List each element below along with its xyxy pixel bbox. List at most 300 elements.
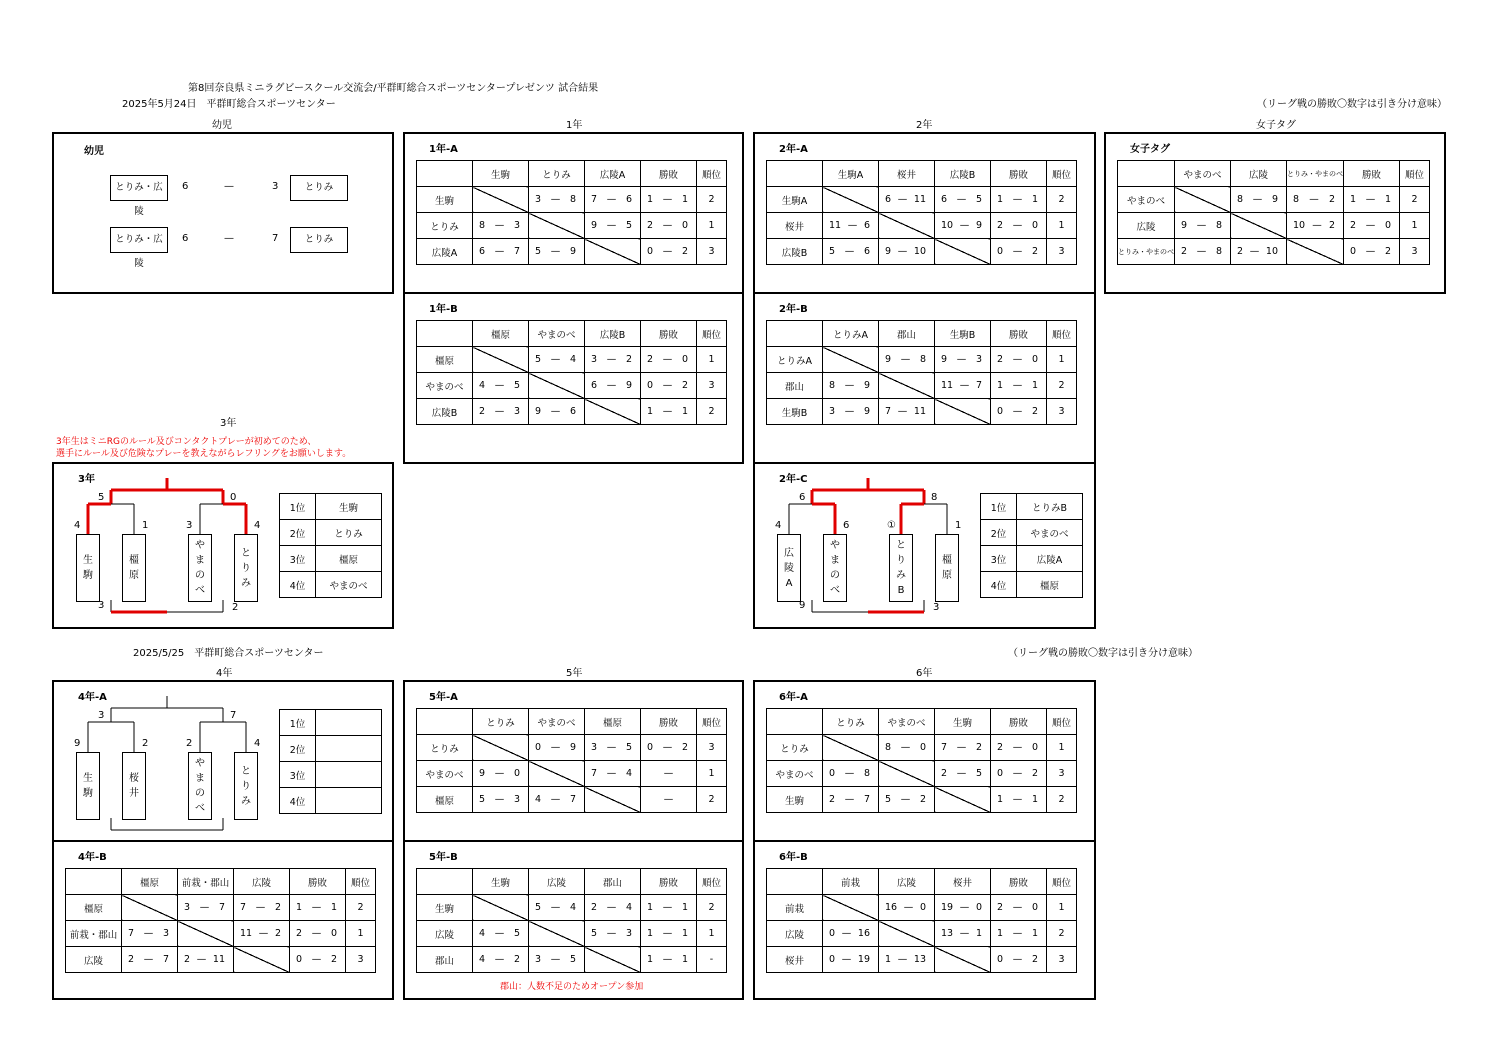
score-cell — [935, 373, 991, 399]
score-cell — [122, 921, 178, 947]
row-team: やまのべ — [417, 373, 473, 399]
score-b: 1 — [1031, 794, 1038, 805]
self-match-cell — [823, 895, 879, 921]
bracket-score-t2: 2 — [142, 738, 149, 749]
row-team: 生駒A — [767, 187, 823, 213]
score-cell — [473, 947, 529, 973]
rank-cell: 2 — [697, 187, 727, 213]
bracket-score-bl: 9 — [799, 600, 806, 611]
league-table — [65, 868, 376, 973]
rank-cell: - — [697, 947, 727, 973]
match1-left-team: とりみ・広陵 — [110, 175, 168, 201]
heading-g3: 3年 — [220, 418, 237, 429]
score-dash: — — [841, 928, 852, 939]
column-header: 桜井 — [879, 161, 935, 187]
score-b: 2 — [513, 954, 520, 965]
corner-cell — [417, 321, 473, 347]
team-char: B — [897, 585, 905, 596]
score-dash: — — [662, 902, 673, 913]
self-match-cell — [1287, 239, 1344, 265]
ranking-row — [280, 736, 382, 762]
league-note-2: （リーグ戦の勝敗〇数字は引き分け意味） — [1008, 648, 1198, 659]
g3-note-line2: 選手にルール及び危険なプレーを教えながらレフリングをお願いします。 — [56, 449, 352, 459]
score-dash: — — [1196, 246, 1207, 257]
table-header-row — [767, 161, 1077, 187]
table-row — [767, 787, 1077, 813]
score-cell — [585, 921, 641, 947]
score-a: 2 — [1350, 220, 1357, 231]
score-dash: — — [1012, 742, 1023, 753]
score-cell — [823, 761, 879, 787]
score-b: 11 — [913, 194, 926, 205]
score-dash: — — [844, 380, 855, 391]
score-dash: — — [662, 220, 673, 231]
score-a: 1 — [647, 928, 654, 939]
ranking-row — [280, 494, 382, 520]
ranking-table — [279, 709, 382, 814]
column-header: 広陵A — [585, 161, 641, 187]
score-b: 8 — [919, 354, 926, 365]
score-cell — [473, 787, 529, 813]
heading-g6: 6年 — [916, 668, 933, 679]
score-cell — [178, 895, 234, 921]
panel-g4a — [52, 680, 394, 842]
column-header: 勝敗 — [641, 869, 697, 895]
score-cell — [473, 213, 529, 239]
column-header: 勝敗 — [290, 869, 346, 895]
score-b: 3 — [162, 928, 169, 939]
score-b: 5 — [569, 954, 576, 965]
column-header: 生駒B — [935, 321, 991, 347]
rank-cell: 2 — [346, 895, 376, 921]
score-cell — [122, 947, 178, 973]
rank-cell: 2 — [697, 787, 727, 813]
column-header: とりみA — [823, 321, 879, 347]
ranking-row — [981, 546, 1083, 572]
column-header: 順位 — [697, 709, 727, 735]
score-a: 9 — [1181, 220, 1188, 231]
score-b: 0 — [1031, 742, 1038, 753]
team-char: べ — [830, 585, 840, 596]
self-match-cell — [178, 921, 234, 947]
score-b: 5 — [975, 768, 982, 779]
column-header: やまのべ — [879, 709, 935, 735]
score-a: 6 — [941, 194, 948, 205]
score-b: 3 — [975, 354, 982, 365]
score-dash: — — [1309, 194, 1319, 205]
column-header: 勝敗 — [991, 709, 1047, 735]
corner-cell — [417, 161, 473, 187]
score-b: 2 — [1384, 246, 1391, 257]
self-match-cell — [935, 947, 991, 973]
column-header: 広陵B — [935, 161, 991, 187]
row-team: 生駒 — [767, 787, 823, 813]
league-table — [766, 160, 1077, 265]
table-row — [767, 347, 1077, 373]
self-match-cell — [879, 213, 935, 239]
record-cell — [991, 735, 1047, 761]
record-cell — [1344, 187, 1400, 213]
table-row — [66, 895, 376, 921]
team-char: べ — [195, 803, 205, 814]
score-dash: — — [897, 954, 908, 965]
event-date-1: 2025年5月24日 平群町総合スポーツセンター — [122, 99, 336, 110]
table-row — [417, 921, 727, 947]
rank-cell: 1 — [697, 761, 727, 787]
score-a: 6 — [591, 380, 598, 391]
score-cell — [529, 347, 585, 373]
score-dash: — — [662, 406, 673, 417]
score-a: 2 — [941, 768, 948, 779]
score-dash: — — [959, 902, 970, 913]
league-table — [416, 320, 727, 425]
row-team: 生駒 — [417, 895, 473, 921]
rank-label: 4位 — [280, 788, 316, 814]
score-cell — [823, 399, 879, 425]
score-b: 1 — [1031, 194, 1038, 205]
score-b: 9 — [863, 406, 870, 417]
column-header: 順位 — [1400, 161, 1430, 187]
score-b: 3 — [513, 794, 520, 805]
score-a: 3 — [591, 354, 598, 365]
table-row — [1118, 213, 1430, 239]
rank-cell: 3 — [697, 735, 727, 761]
rank-cell: 2 — [1047, 187, 1077, 213]
score-cell — [529, 735, 585, 761]
row-team: 広陵B — [767, 239, 823, 265]
panel-g3 — [52, 462, 394, 629]
score-a: 2 — [479, 406, 486, 417]
column-header: 順位 — [1047, 869, 1077, 895]
score-a: 16 — [885, 902, 898, 913]
record-cell — [641, 187, 697, 213]
column-header: 順位 — [1047, 709, 1077, 735]
table-row — [417, 761, 727, 787]
table-row — [767, 921, 1077, 947]
score-b: 9 — [569, 742, 576, 753]
score-dash: — — [900, 354, 911, 365]
self-match-cell — [585, 947, 641, 973]
bracket-score-t4: 4 — [254, 738, 261, 749]
score-a: 11 — [240, 928, 253, 939]
score-b: 3 — [625, 928, 632, 939]
rank-team: 橿原 — [316, 546, 382, 572]
score-cell — [473, 921, 529, 947]
score-cell — [529, 187, 585, 213]
bracket-score-t4: 4 — [254, 520, 261, 531]
score-b: 5 — [975, 194, 982, 205]
score-b: 1 — [681, 406, 688, 417]
bracket-team — [188, 752, 212, 820]
record-cell — [641, 895, 697, 921]
match1-dash: — — [224, 181, 234, 192]
team-char: の — [195, 570, 205, 581]
rank-team: 生駒 — [316, 494, 382, 520]
score-a: 5 — [535, 354, 542, 365]
row-team: 橿原 — [66, 895, 122, 921]
record-cell: — — [641, 761, 697, 787]
score-b: 0 — [1031, 902, 1038, 913]
league-table — [1117, 160, 1430, 265]
panel-title: 3年 — [78, 474, 95, 485]
match2-right-team: とりみ — [290, 227, 348, 253]
column-header: 生駒 — [473, 869, 529, 895]
score-b: 2 — [330, 954, 337, 965]
table-header-row — [767, 709, 1077, 735]
score-cell — [823, 947, 879, 973]
score-a: 0 — [829, 928, 836, 939]
score-cell — [1175, 213, 1231, 239]
rank-cell: 1 — [697, 921, 727, 947]
score-cell — [935, 895, 991, 921]
score-b: 2 — [1031, 954, 1038, 965]
score-a: 2 — [647, 354, 654, 365]
team-char: と — [241, 547, 251, 559]
score-a: 2 — [184, 954, 191, 965]
team-char: み — [241, 795, 251, 807]
table-row — [767, 213, 1077, 239]
corner-cell — [417, 709, 473, 735]
column-header: とりみ・やまのべ — [1287, 161, 1344, 187]
team-char: 橿 — [942, 555, 952, 566]
score-b: 4 — [569, 354, 576, 365]
row-team: やまのべ — [1118, 187, 1175, 213]
rank-label: 4位 — [280, 572, 316, 598]
score-b: 2 — [681, 742, 688, 753]
column-header: 勝敗 — [641, 709, 697, 735]
row-team: 橿原 — [417, 787, 473, 813]
score-dash: — — [550, 954, 561, 965]
self-match-cell — [529, 921, 585, 947]
score-dash: — — [494, 928, 505, 939]
score-a: 5 — [479, 794, 486, 805]
score-b: 7 — [162, 954, 169, 965]
score-a: 9 — [941, 354, 948, 365]
score-b: 4 — [625, 902, 632, 913]
score-a: 7 — [885, 406, 892, 417]
score-b: 2 — [919, 794, 926, 805]
score-a: 1 — [296, 902, 303, 913]
rank-team — [316, 710, 382, 736]
score-b: 2 — [1031, 246, 1038, 257]
score-dash: — — [494, 406, 505, 417]
score-cell — [585, 187, 641, 213]
score-dash: — — [1012, 794, 1023, 805]
column-header: やまのべ — [529, 709, 585, 735]
column-header: 広陵B — [585, 321, 641, 347]
score-cell — [585, 373, 641, 399]
score-a: 0 — [535, 742, 542, 753]
corner-cell — [417, 869, 473, 895]
score-b: 8 — [1215, 246, 1222, 257]
score-dash: — — [494, 954, 505, 965]
ranking-table — [980, 493, 1083, 598]
score-a: 8 — [479, 220, 486, 231]
record-cell — [641, 213, 697, 239]
score-dash: — — [1012, 928, 1023, 939]
self-match-cell — [879, 373, 935, 399]
bracket-score-t1: 4 — [74, 520, 81, 531]
panel-title: 4年-B — [78, 852, 107, 863]
self-match-cell — [935, 787, 991, 813]
score-b: 0 — [1384, 220, 1391, 231]
rank-team — [316, 736, 382, 762]
table-row — [767, 373, 1077, 399]
score-a: 3 — [535, 194, 542, 205]
score-a: 1 — [997, 928, 1004, 939]
score-dash: — — [956, 194, 967, 205]
table-header-row — [66, 869, 376, 895]
rank-label: 3位 — [280, 762, 316, 788]
score-a: 10 — [1293, 220, 1306, 231]
record-cell — [641, 347, 697, 373]
score-dash: — — [1196, 220, 1207, 231]
column-header: 勝敗 — [991, 161, 1047, 187]
column-header: とりみ — [529, 161, 585, 187]
score-dash: — — [550, 194, 561, 205]
heading-g2: 2年 — [916, 120, 933, 131]
score-a: 2 — [997, 902, 1004, 913]
bracket-score-top_left: 6 — [799, 492, 806, 503]
score-a: 2 — [1181, 246, 1188, 257]
row-team: とりみ — [417, 735, 473, 761]
score-a: 4 — [535, 794, 542, 805]
rank-cell: 3 — [1400, 239, 1430, 265]
score-b: 2 — [1328, 194, 1335, 205]
bracket-score-t3: 2 — [186, 738, 193, 749]
record-cell — [290, 947, 346, 973]
row-team: 生駒B — [767, 399, 823, 425]
self-match-cell — [823, 735, 879, 761]
score-b: 8 — [569, 194, 576, 205]
score-dash: — — [1365, 220, 1376, 231]
column-header: とりみ — [823, 709, 879, 735]
score-dash: — — [550, 902, 561, 913]
g3-note-line1: 3年生はミニRGのルール及びコンタクトプレーが初めてのため、 — [56, 437, 317, 447]
score-a: 0 — [997, 768, 1004, 779]
column-header: 勝敗 — [641, 321, 697, 347]
table-row — [417, 373, 727, 399]
league-note-1: （リーグ戦の勝敗〇数字は引き分け意味） — [1257, 99, 1447, 110]
score-dash: — — [662, 354, 673, 365]
column-header: 勝敗 — [991, 321, 1047, 347]
rank-team: とりみ — [316, 520, 382, 546]
team-char: や — [195, 758, 205, 769]
score-a: 6 — [885, 194, 892, 205]
panel-title: 2年-A — [779, 144, 808, 155]
score-cell — [823, 213, 879, 239]
score-dash: — — [1365, 246, 1376, 257]
score-a: 5 — [885, 794, 892, 805]
rank-cell: 1 — [346, 921, 376, 947]
score-b: 0 — [975, 902, 982, 913]
rank-cell: 2 — [1047, 921, 1077, 947]
table-row — [66, 921, 376, 947]
rank-label: 1位 — [280, 494, 316, 520]
row-team: 郡山 — [767, 373, 823, 399]
score-a: 2 — [128, 954, 135, 965]
score-b: 5 — [625, 742, 632, 753]
score-a: 1 — [1350, 194, 1357, 205]
score-a: 3 — [829, 406, 836, 417]
score-dash: — — [662, 928, 673, 939]
score-dash: — — [1312, 220, 1322, 231]
score-a: 9 — [885, 354, 892, 365]
score-b: 1 — [681, 902, 688, 913]
table-row — [767, 239, 1077, 265]
score-a: 5 — [535, 246, 542, 257]
score-a: 2 — [591, 902, 598, 913]
score-b: 1 — [681, 954, 688, 965]
score-a: 8 — [829, 380, 836, 391]
table-row — [417, 787, 727, 813]
rank-cell: 1 — [1047, 895, 1077, 921]
score-b: 2 — [1328, 220, 1335, 231]
record-cell — [641, 373, 697, 399]
rank-cell: 3 — [1047, 947, 1077, 973]
column-header: 広陵 — [529, 869, 585, 895]
record-cell — [1344, 239, 1400, 265]
score-dash: — — [1012, 194, 1023, 205]
score-a: 1 — [997, 794, 1004, 805]
table-row — [417, 947, 727, 973]
row-team: 広陵B — [417, 399, 473, 425]
row-team: 広陵 — [1118, 213, 1175, 239]
score-dash: — — [959, 220, 970, 231]
score-cell — [823, 373, 879, 399]
score-cell — [585, 895, 641, 921]
score-cell — [178, 947, 234, 973]
league-table — [766, 320, 1077, 425]
score-b: 7 — [569, 794, 576, 805]
score-dash: — — [1012, 220, 1023, 231]
score-dash: — — [897, 406, 908, 417]
column-header: 郡山 — [585, 869, 641, 895]
table-row — [1118, 239, 1430, 265]
score-a: 7 — [591, 768, 598, 779]
score-b: 2 — [274, 928, 281, 939]
score-a: 0 — [647, 380, 654, 391]
score-dash: — — [1012, 902, 1023, 913]
score-a: 3 — [184, 902, 191, 913]
rank-team: とりみB — [1017, 494, 1083, 520]
score-cell — [879, 399, 935, 425]
score-dash: — — [550, 354, 561, 365]
score-dash: — — [897, 246, 908, 257]
record-cell — [290, 921, 346, 947]
score-cell — [473, 373, 529, 399]
rank-label: 2位 — [981, 520, 1017, 546]
score-dash: — — [606, 354, 617, 365]
score-dash: — — [900, 742, 911, 753]
table-row — [767, 947, 1077, 973]
score-cell — [935, 347, 991, 373]
panel-g2a — [753, 132, 1096, 294]
score-a: 7 — [240, 902, 247, 913]
score-cell — [529, 895, 585, 921]
rank-cell: 3 — [1047, 239, 1077, 265]
bracket-team — [823, 534, 847, 602]
score-b: 0 — [919, 742, 926, 753]
ranking-row — [280, 520, 382, 546]
g5-note: 郡山：人数不足のためオープン参加 — [500, 982, 644, 992]
score-dash: — — [199, 902, 210, 913]
score-a: 0 — [296, 954, 303, 965]
record-cell — [641, 735, 697, 761]
record-cell — [641, 921, 697, 947]
score-b: 2 — [625, 354, 632, 365]
record-cell: — — [641, 787, 697, 813]
